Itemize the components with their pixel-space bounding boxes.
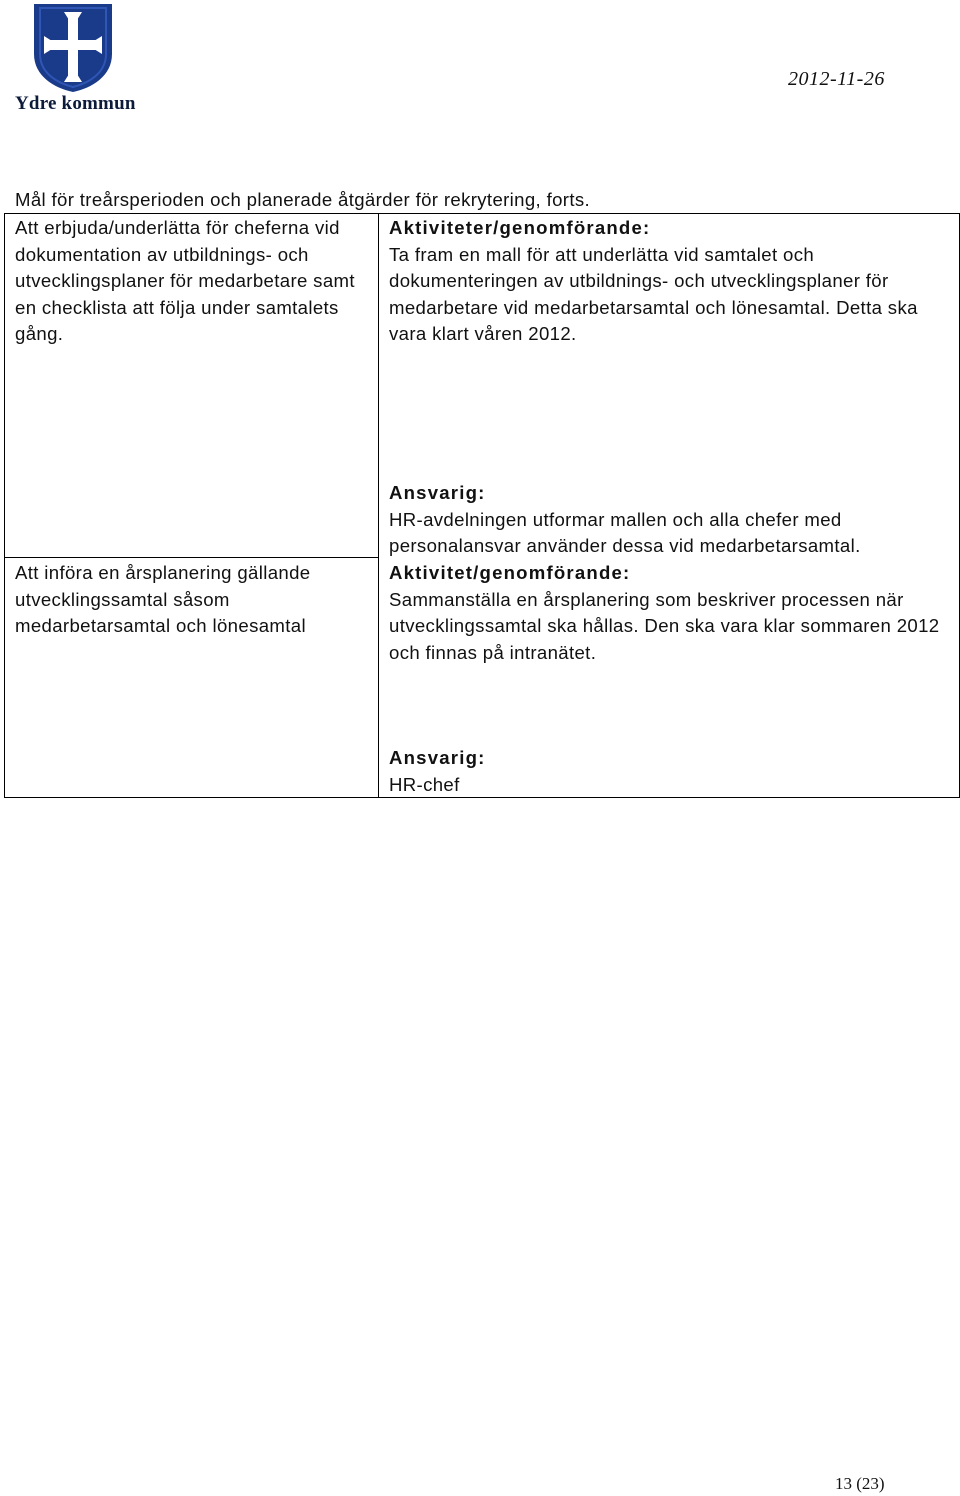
responsible-cell-1 [389,480,959,560]
responsible-label: Ansvarig: [389,482,486,503]
activity-label: Aktiviteter/genomförande: [389,217,651,238]
goal-text: Att införa en årsplanering gällande utvecklingssamtal såsom medarbetarsamtal och lönesamtal [15,562,311,636]
responsible-cell-2 [389,745,959,798]
organization-name: Ydre kommun [15,93,136,114]
activity-label: Aktivitet/genomförande: [389,562,631,583]
row-divider [5,557,379,558]
document-date: 2012-11-26 [788,68,885,90]
goal-cell-1 [15,215,365,348]
responsible-text: HR-chef [389,773,460,795]
page-number: 13 (23) [835,1474,885,1493]
goals-activities-table [4,213,960,798]
activity-text: Ta fram en mall för att underlätta vid samtalet och dokumenteringen av utbildnings- och utvecklingsplaner för medarbetare vid medarbetarsamtal och lönesamtal. Detta ska vara klart våren 2012. [389,243,918,344]
activity-text: Sammanställa en årsplanering som beskriver processen när utvecklingssamtal ska hållas. Den ska vara klar sommaren 2012 och finnas på intranätet. [389,588,940,663]
goal-text: Att erbjuda/underlätta för cheferna vid dokumentation av utbildnings- och utvecklingsplaner för medarbetare samt en checklista att följa under samtalets gång. [15,217,355,344]
section-heading: Mål för treårsperioden och planerade åtgärder för rekrytering, forts. [15,189,590,210]
responsible-text: HR-avdelningen utformar mallen och alla chefer med personalansvar använder dessa vid medarbetarsamtal. [389,508,861,556]
activity-cell-2 [389,560,959,666]
goal-cell-2 [15,560,365,640]
activity-cell-1 [389,215,959,348]
responsible-label: Ansvarig: [389,747,486,768]
column-divider [378,214,379,797]
municipal-coat-of-arms-icon [30,2,116,94]
